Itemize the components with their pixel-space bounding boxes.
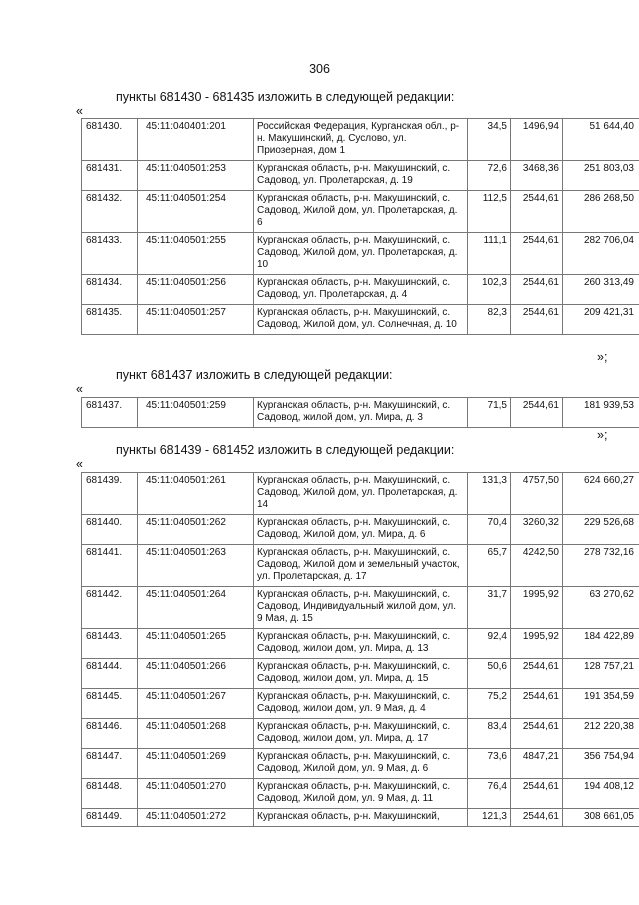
area-cell: 73,6 xyxy=(468,749,511,779)
table-row xyxy=(82,275,639,305)
table-row xyxy=(82,233,639,275)
address-cell: Курганская область, р-н. Макушинский, с. Садовод, жилои дом, ул. Мира, д. 15 xyxy=(254,659,468,689)
address-cell: Курганская область, р-н. Макушинский, с. Садовод, жилои дом, ул. Мира, д. 17 xyxy=(254,719,468,749)
row-number-cell: 681442. xyxy=(82,587,138,629)
cadastral-value-cell: 212 220,38 xyxy=(563,719,639,749)
unit-value-cell: 2544,61 xyxy=(511,191,563,233)
table-row xyxy=(82,689,639,719)
cadastral-value-cell: 282 706,04 xyxy=(563,233,639,275)
area-cell: 72,6 xyxy=(468,161,511,191)
cadastral-number-cell: 45:11:040501:264 xyxy=(138,587,254,629)
unit-value-cell: 1995,92 xyxy=(511,587,563,629)
row-number-cell: 681431. xyxy=(82,161,138,191)
cadastral-number-cell: 45:11:040501:267 xyxy=(138,689,254,719)
row-number-cell: 681434. xyxy=(82,275,138,305)
address-cell: Курганская область, р-н. Макушинский, с. Садовод, ул. Пролетарская, д. 19 xyxy=(254,161,468,191)
table-row xyxy=(82,587,639,629)
cadastral-value-cell: 184 422,89 xyxy=(563,629,639,659)
area-cell: 112,5 xyxy=(468,191,511,233)
table-row xyxy=(82,515,639,545)
row-number-cell: 681449. xyxy=(82,809,138,827)
address-cell: Курганская область, р-н. Макушинский, с. Садовод, Жилой дом, ул. 9 Мая, д. 6 xyxy=(254,749,468,779)
row-number-cell: 681439. xyxy=(82,473,138,515)
close-quote-1: »; xyxy=(597,350,608,364)
table-row xyxy=(82,809,639,827)
cadastral-value-cell: 308 661,05 xyxy=(563,809,639,827)
cadastral-value-cell: 278 732,16 xyxy=(563,545,639,587)
area-cell: 131,3 xyxy=(468,473,511,515)
table-row xyxy=(82,398,639,428)
table-row xyxy=(82,749,639,779)
cadastral-number-cell: 45:11:040501:266 xyxy=(138,659,254,689)
cadastral-value-cell: 128 757,21 xyxy=(563,659,639,689)
row-number-cell: 681433. xyxy=(82,233,138,275)
table-row xyxy=(82,629,639,659)
cadastral-number-cell: 45:11:040501:261 xyxy=(138,473,254,515)
address-cell: Курганская область, р-н. Макушинский, с. Садовод, Жилой дом, ул. Пролетарская, д. 6 xyxy=(254,191,468,233)
address-cell: Курганская область, р-н. Макушинский, xyxy=(254,809,468,827)
row-number-cell: 681448. xyxy=(82,779,138,809)
section-2-heading: пункт 681437 изложить в следующей редакции: xyxy=(116,368,393,382)
area-cell: 50,6 xyxy=(468,659,511,689)
cadastral-value-cell: 624 660,27 xyxy=(563,473,639,515)
cadastral-number-cell: 45:11:040501:263 xyxy=(138,545,254,587)
address-cell: Курганская область, р-н. Макушинский, с. Садовод, Жилой дом, ул. Пролетарская, д. 10 xyxy=(254,233,468,275)
row-number-cell: 681441. xyxy=(82,545,138,587)
close-quote-2: »; xyxy=(597,428,608,442)
area-cell: 82,3 xyxy=(468,305,511,335)
row-number-cell: 681432. xyxy=(82,191,138,233)
cadastral-number-cell: 45:11:040501:268 xyxy=(138,719,254,749)
unit-value-cell: 4757,50 xyxy=(511,473,563,515)
unit-value-cell: 4242,50 xyxy=(511,545,563,587)
property-table-2 xyxy=(81,397,639,428)
address-cell: Курганская область, р-н. Макушинский, с. Садовод, жилои дом, ул. Мира, д. 13 xyxy=(254,629,468,659)
row-number-cell: 681443. xyxy=(82,629,138,659)
area-cell: 76,4 xyxy=(468,779,511,809)
table-row xyxy=(82,161,639,191)
cadastral-number-cell: 45:11:040501:262 xyxy=(138,515,254,545)
cadastral-value-cell: 63 270,62 xyxy=(563,587,639,629)
row-number-cell: 681444. xyxy=(82,659,138,689)
address-cell: Российская Федерация, Курганская обл., р-н. Макушинский, д. Суслово, ул. Приозерная, дом 1 xyxy=(254,119,468,161)
row-number-cell: 681440. xyxy=(82,515,138,545)
address-cell: Курганская область, р-н. Макушинский, с. Садовод, Жилой дом, ул. Пролетарская, д. 14 xyxy=(254,473,468,515)
cadastral-number-cell: 45:11:040501:270 xyxy=(138,779,254,809)
open-quote-2: « xyxy=(76,382,83,396)
cadastral-value-cell: 229 526,68 xyxy=(563,515,639,545)
table-row xyxy=(82,119,639,161)
area-cell: 92,4 xyxy=(468,629,511,659)
address-cell: Курганская область, р-н. Макушинский, с. Садовод, ул. Пролетарская, д. 4 xyxy=(254,275,468,305)
row-number-cell: 681447. xyxy=(82,749,138,779)
address-cell: Курганская область, р-н. Макушинский, с. Садовод, Индивидуальный жилой дом, ул. 9 Мая, д. 15 xyxy=(254,587,468,629)
unit-value-cell: 2544,61 xyxy=(511,398,563,428)
area-cell: 34,5 xyxy=(468,119,511,161)
open-quote-3: « xyxy=(76,457,83,471)
area-cell: 83,4 xyxy=(468,719,511,749)
row-number-cell: 681435. xyxy=(82,305,138,335)
area-cell: 31,7 xyxy=(468,587,511,629)
table-row xyxy=(82,305,639,335)
cadastral-number-cell: 45:11:040501:269 xyxy=(138,749,254,779)
unit-value-cell: 2544,61 xyxy=(511,233,563,275)
row-number-cell: 681446. xyxy=(82,719,138,749)
row-number-cell: 681430. xyxy=(82,119,138,161)
table-row xyxy=(82,779,639,809)
section-1-heading: пункты 681430 - 681435 изложить в следующей редакции: xyxy=(116,90,455,104)
area-cell: 121,3 xyxy=(468,809,511,827)
unit-value-cell: 1995,92 xyxy=(511,629,563,659)
cadastral-number-cell: 45:11:040501:265 xyxy=(138,629,254,659)
cadastral-value-cell: 251 803,03 xyxy=(563,161,639,191)
property-table-1 xyxy=(81,118,639,335)
unit-value-cell: 1496,94 xyxy=(511,119,563,161)
cadastral-value-cell: 194 408,12 xyxy=(563,779,639,809)
address-cell: Курганская область, р-н. Макушинский, с. Садовод, Жилой дом и земельный участок, ул. Пролетарская, д. 17 xyxy=(254,545,468,587)
area-cell: 65,7 xyxy=(468,545,511,587)
cadastral-value-cell: 181 939,53 xyxy=(563,398,639,428)
cadastral-value-cell: 191 354,59 xyxy=(563,689,639,719)
page-number: 306 xyxy=(309,62,330,76)
cadastral-number-cell: 45:11:040501:253 xyxy=(138,161,254,191)
unit-value-cell: 2544,61 xyxy=(511,305,563,335)
table-row xyxy=(82,659,639,689)
address-cell: Курганская область, р-н. Макушинский, с. Садовод, жилой дом, ул. Мира, д. 3 xyxy=(254,398,468,428)
area-cell: 102,3 xyxy=(468,275,511,305)
area-cell: 75,2 xyxy=(468,689,511,719)
cadastral-value-cell: 209 421,31 xyxy=(563,305,639,335)
unit-value-cell: 4847,21 xyxy=(511,749,563,779)
cadastral-value-cell: 260 313,49 xyxy=(563,275,639,305)
row-number-cell: 681445. xyxy=(82,689,138,719)
area-cell: 70,4 xyxy=(468,515,511,545)
cadastral-number-cell: 45:11:040501:259 xyxy=(138,398,254,428)
address-cell: Курганская область, р-н. Макушинский, с. Садовод, жилои дом, ул. 9 Мая, д. 4 xyxy=(254,689,468,719)
area-cell: 71,5 xyxy=(468,398,511,428)
unit-value-cell: 2544,61 xyxy=(511,809,563,827)
open-quote-1: « xyxy=(76,104,83,118)
row-number-cell: 681437. xyxy=(82,398,138,428)
address-cell: Курганская область, р-н. Макушинский, с. Садовод, Жилой дом, ул. Мира, д. 6 xyxy=(254,515,468,545)
property-table-3 xyxy=(81,472,639,827)
area-cell: 111,1 xyxy=(468,233,511,275)
address-cell: Курганская область, р-н. Макушинский, с. Садовод, Жилой дом, ул. Солнечная, д. 10 xyxy=(254,305,468,335)
cadastral-number-cell: 45:11:040501:255 xyxy=(138,233,254,275)
unit-value-cell: 2544,61 xyxy=(511,779,563,809)
section-3-heading: пункты 681439 - 681452 изложить в следующей редакции: xyxy=(116,443,455,457)
cadastral-value-cell: 286 268,50 xyxy=(563,191,639,233)
unit-value-cell: 2544,61 xyxy=(511,275,563,305)
cadastral-value-cell: 356 754,94 xyxy=(563,749,639,779)
unit-value-cell: 2544,61 xyxy=(511,719,563,749)
cadastral-value-cell: 51 644,40 xyxy=(563,119,639,161)
table-row xyxy=(82,473,639,515)
table-row xyxy=(82,719,639,749)
unit-value-cell: 3468,36 xyxy=(511,161,563,191)
cadastral-number-cell: 45:11:040501:256 xyxy=(138,275,254,305)
cadastral-number-cell: 45:11:040401:201 xyxy=(138,119,254,161)
address-cell: Курганская область, р-н. Макушинский, с. Садовод, Жилой дом, ул. 9 Мая, д. 11 xyxy=(254,779,468,809)
unit-value-cell: 3260,32 xyxy=(511,515,563,545)
cadastral-number-cell: 45:11:040501:257 xyxy=(138,305,254,335)
cadastral-number-cell: 45:11:040501:254 xyxy=(138,191,254,233)
cadastral-number-cell: 45:11:040501:272 xyxy=(138,809,254,827)
table-row xyxy=(82,545,639,587)
unit-value-cell: 2544,61 xyxy=(511,689,563,719)
table-row xyxy=(82,191,639,233)
unit-value-cell: 2544,61 xyxy=(511,659,563,689)
